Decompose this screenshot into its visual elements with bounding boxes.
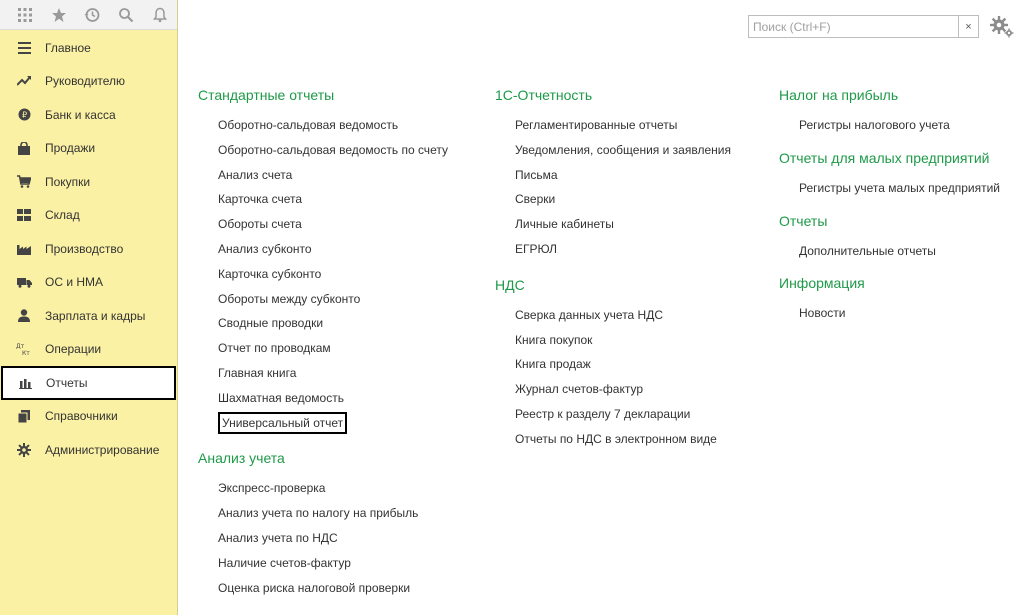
gear-icon[interactable] [989,13,1015,39]
sidebar-item-reports[interactable] [1,366,176,400]
sidebar-item-label: Банк и касса [45,107,116,122]
svg-text:Кт: Кт [22,350,30,357]
search-icon[interactable] [109,0,143,30]
report-link[interactable]: ЕГРЮЛ [515,241,557,256]
report-link[interactable]: Оборотно-сальдовая ведомость по счету [218,142,448,157]
report-link[interactable]: Журнал счетов-фактур [515,382,644,397]
report-link[interactable]: Обороты между субконто [218,291,361,306]
section-title-1c-reporting: 1С-Отчетность [495,87,593,103]
sidebar-item-salary[interactable] [0,299,177,333]
report-link[interactable]: Личные кабинеты [515,217,614,232]
sidebar-item-purchases[interactable] [0,165,177,199]
sidebar-item-label: ОС и НМА [45,275,104,290]
warehouse-icon [16,207,32,223]
report-link[interactable]: Регистры налогового учета [799,118,950,132]
books-icon [16,408,32,424]
sidebar-item-label: Зарплата и кадры [45,308,146,323]
sidebar-item-administration[interactable] [0,433,177,467]
search-clear-button[interactable]: × [958,15,979,38]
report-link[interactable]: Реестр к разделу 7 декларации [515,406,691,421]
report-link[interactable]: Шахматная ведомость [218,390,344,405]
report-link[interactable]: Письма [515,167,558,182]
sidebar-item-label: Операции [45,342,102,357]
small-business-list [779,176,1000,201]
report-link[interactable]: Сверка данных учета НДС [515,307,664,322]
information-list [779,301,1000,326]
reports-column-2 [495,85,731,452]
reports-column-1 [198,85,448,600]
report-link[interactable]: Книга покупок [515,332,593,347]
report-link[interactable]: Обороты счета [218,217,302,232]
settings-icon [16,442,32,458]
menu-lines-icon [16,40,32,56]
accounting-analysis-list [198,476,448,600]
reports-column-3 [779,85,1000,326]
bell-icon[interactable] [143,0,177,30]
report-link[interactable]: Сверки [515,192,556,207]
shopping-bag-icon [16,140,32,156]
sidebar-item-manager[interactable] [0,65,177,99]
trend-up-icon [16,73,32,89]
vat-list [495,303,731,452]
sidebar-toolbar [0,0,177,30]
sidebar-item-sales[interactable] [0,132,177,166]
section-title-profit-tax: Налог на прибыль [779,87,899,103]
sidebar-nav [0,31,177,467]
spacer [495,262,731,275]
bar-chart-icon [17,375,33,391]
report-link[interactable]: Отчеты по НДС в электронном виде [515,431,717,446]
search-input[interactable] [748,15,958,38]
news-link[interactable]: Новости [799,306,846,321]
report-link[interactable]: Сводные проводки [218,316,324,331]
report-link[interactable]: Уведомления, сообщения и заявления [515,142,731,157]
spacer [779,263,1000,273]
sidebar-item-catalogs[interactable] [0,400,177,434]
sidebar-item-label: Склад [45,208,80,223]
section-title-standard-reports: Стандартные отчеты [198,87,335,103]
sidebar-item-label: Отчеты [46,375,88,390]
sidebar-item-warehouse[interactable] [0,199,177,233]
sidebar-item-production[interactable] [0,232,177,266]
sidebar-item-label: Производство [45,241,124,256]
report-link[interactable]: Оборотно-сальдовая ведомость [218,118,399,132]
sidebar [0,0,178,615]
sidebar-item-label: Руководителю [45,74,126,89]
report-link[interactable]: Карточка счета [218,192,303,207]
report-link[interactable]: Карточка субконто [218,266,322,281]
sidebar-item-label: Главное [45,40,91,55]
person-icon [16,308,32,324]
sidebar-item-label: Продажи [45,141,96,156]
sidebar-item-fixed-assets[interactable] [0,266,177,300]
svg-text:₽: ₽ [21,110,27,120]
standard-reports-list [198,113,448,435]
report-link[interactable]: Анализ учета по НДС [218,530,338,545]
sidebar-item-label: Справочники [45,409,118,424]
sidebar-item-operations[interactable] [0,333,177,367]
sidebar-item-main[interactable] [0,31,177,65]
truck-icon [16,274,32,290]
spacer [779,138,1000,148]
search-box [748,15,979,38]
report-link[interactable]: Регистры учета малых предприятий [799,180,1000,195]
sidebar-item-label: Администрирование [45,442,160,457]
report-link[interactable]: Оценка риска налоговой проверки [218,580,411,595]
spacer [198,435,448,448]
report-link[interactable]: Экспресс-проверка [218,481,326,496]
svg-text:Дт: Дт [16,343,25,351]
additional-reports-list [779,239,1000,264]
report-link[interactable]: Главная книга [218,365,297,380]
report-link[interactable]: Наличие счетов-фактур [218,555,351,570]
report-link[interactable]: Отчет по проводкам [218,341,331,356]
section-title-vat: НДС [495,276,525,293]
coin-icon [16,107,32,123]
sidebar-item-label: Покупки [45,174,91,189]
history-icon[interactable] [76,0,110,30]
star-icon[interactable] [42,0,76,30]
1c-reporting-list [495,113,731,262]
report-link[interactable]: Анализ учета по налогу на прибыль [218,506,419,521]
spacer [779,201,1000,211]
apps-grid-icon[interactable] [8,0,42,30]
report-link[interactable]: Анализ счета [218,167,293,182]
report-link[interactable]: Книга продаж [515,357,591,372]
factory-icon [16,241,32,257]
sidebar-item-bank[interactable] [0,98,177,132]
dt-kt-icon [16,341,32,357]
section-title-accounting-analysis: Анализ учета [198,450,285,467]
section-title-reports: Отчеты [779,212,828,229]
report-link[interactable]: Анализ субконто [218,241,312,256]
cart-icon [16,174,32,190]
profit-tax-list [779,113,1000,138]
report-link[interactable]: Регламентированные отчеты [515,118,678,132]
section-title-small-business: Отчеты для малых предприятий [779,149,990,166]
section-title-information: Информация [779,275,865,292]
report-link[interactable]: Дополнительные отчеты [799,243,936,258]
universal-report-link[interactable]: Универсальный отчет [218,412,347,434]
